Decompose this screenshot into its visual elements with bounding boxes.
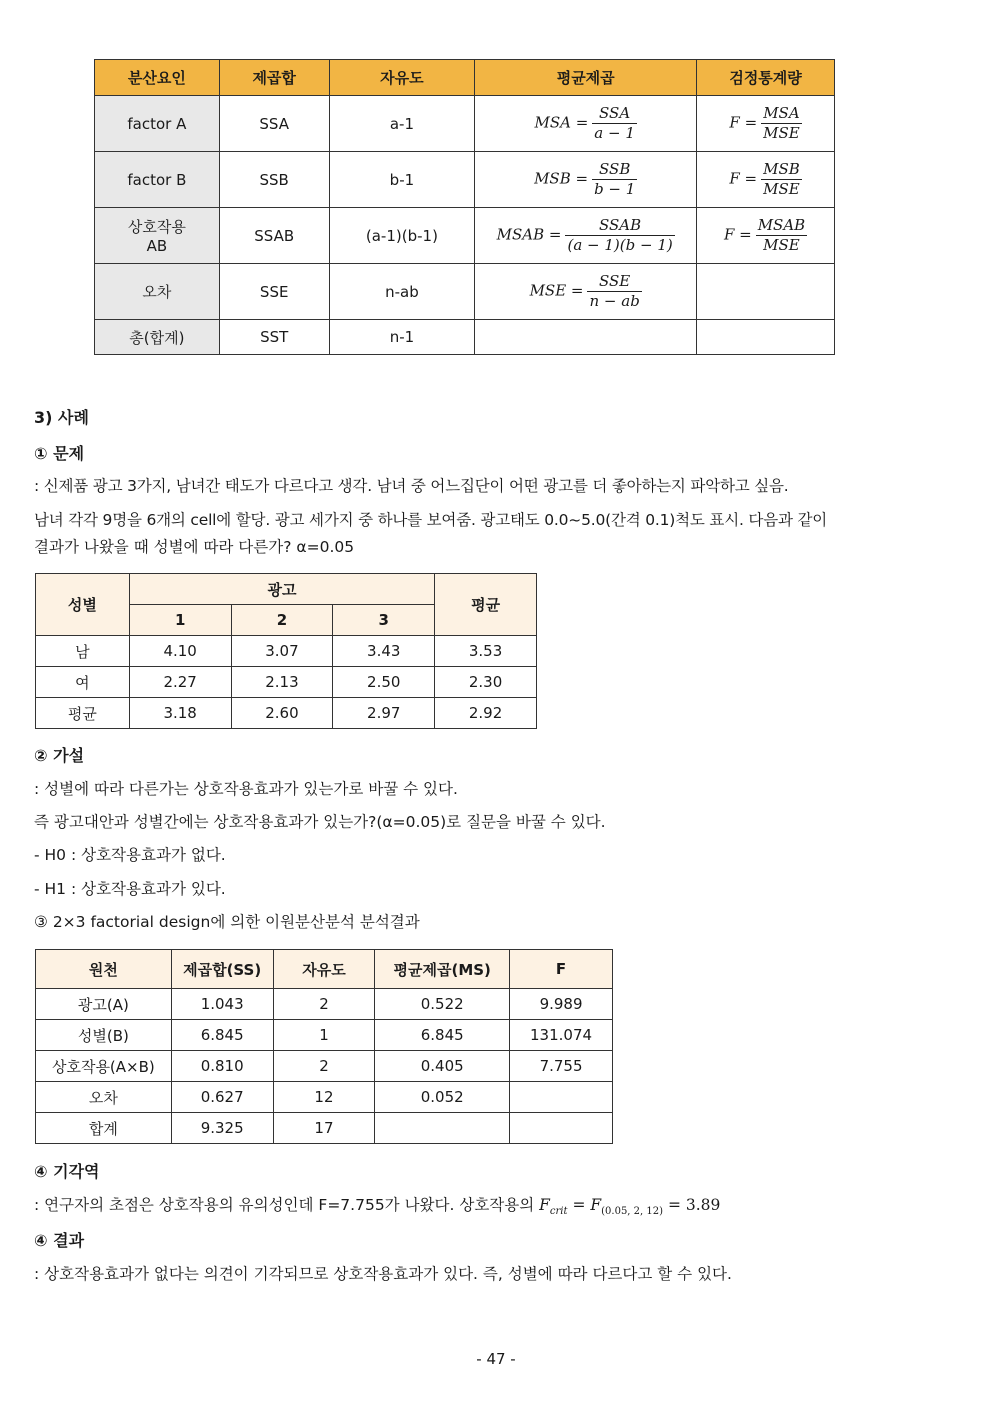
header-ms: 평균제곱(MS) (375, 950, 510, 989)
header-ad: 광고 (129, 574, 434, 605)
cell: 2.50 (333, 667, 435, 698)
table-row (95, 320, 835, 355)
row-label: 평균 (36, 698, 130, 729)
f-formula: F = $\frac{\text{MSAB}}{\text{MSE}}$ (697, 208, 835, 264)
ms-formula: MSAB = $\frac{\text{SSAB}}{(a - 1)(b - 1)}$ (475, 208, 697, 264)
cell: 2.13 (231, 667, 333, 698)
ms-formula: MSB = $\frac{\text{SSB}}{b - 1}$ (475, 152, 697, 208)
cell-empty (697, 320, 835, 355)
cell-df: a-1 (329, 96, 475, 152)
cell: 17 (273, 1113, 375, 1144)
conclusion-heading: ④ 결과 (34, 1231, 85, 1250)
cell: 3.07 (231, 636, 333, 667)
cell: 2 (273, 989, 375, 1020)
header-ad-1: 1 (129, 605, 231, 636)
row-label: 총(합계) (95, 320, 220, 355)
problem-line-2: 남녀 각각 9명을 6개의 cell에 할당. 광고 세가지 중 하나를 보여줌. 광고태도 0.0~5.0(간격 0.1)척도 표시. 다음과 같이 (34, 511, 828, 529)
cell-ss: SSAB (219, 208, 329, 264)
table-row (95, 208, 835, 264)
cell-ss: SSA (219, 96, 329, 152)
cell: 0.627 (171, 1082, 273, 1113)
cell (375, 1113, 510, 1144)
row-label: 오차 (36, 1082, 172, 1113)
cell: 3.18 (129, 698, 231, 729)
cell (510, 1113, 613, 1144)
row-label: factor B (95, 152, 220, 208)
rejection-line: : 연구자의 초점은 상호작용의 유의성인데 F=7.755가 나왔다. 상호작용의 $F_{crit} = F_{(0.05, 2, 12)} = 3.89$ (34, 1196, 721, 1218)
cell: 0.052 (375, 1082, 510, 1113)
cell-df: n-1 (329, 320, 475, 355)
rejection-heading: ④ 기각역 (34, 1162, 100, 1181)
f-formula: F = $\frac{\text{MSB}}{\text{MSE}}$ (697, 152, 835, 208)
table-row (36, 1113, 613, 1144)
hypothesis-line-1: : 성별에 따라 다른가는 상호작용효과가 있는가로 바꿀 수 있다. (34, 780, 458, 798)
f-crit-formula: $F_{crit} = F_{(0.05, 2, 12)} = 3.89$ (539, 1196, 721, 1218)
ms-formula: MSA = $\frac{\text{SSA}}{a - 1}$ (475, 96, 697, 152)
cell: 2.92 (435, 698, 537, 729)
cell: 0.405 (375, 1051, 510, 1082)
cell: 1.043 (171, 989, 273, 1020)
cell: 6.845 (171, 1020, 273, 1051)
row-label: 합계 (36, 1113, 172, 1144)
cell: 7.755 (510, 1051, 613, 1082)
cell: 1 (273, 1020, 375, 1051)
header-source: 분산요인 (95, 60, 220, 96)
cell: 4.10 (129, 636, 231, 667)
header-ms: 평균제곱 (475, 60, 697, 96)
hypothesis-h0: - H0 : 상호작용효과가 없다. (34, 846, 226, 864)
cell: 9.325 (171, 1113, 273, 1144)
header-f: F (510, 950, 613, 989)
section-title: 3) 사례 (34, 408, 89, 427)
header-source: 원천 (36, 950, 172, 989)
anova-formula-table (94, 59, 835, 355)
header-mean: 평균 (435, 574, 537, 636)
row-label: 여 (36, 667, 130, 698)
header-gender: 성별 (36, 574, 130, 636)
page-number: - 47 - (476, 1350, 516, 1368)
row-label: 상호작용(A×B) (36, 1051, 172, 1082)
cell: 131.074 (510, 1020, 613, 1051)
problem-heading: ① 문제 (34, 444, 85, 463)
problem-line-3: 결과가 나왔을 때 성별에 따라 다른가? α=0.05 (34, 538, 355, 556)
row-label: factor A (95, 96, 220, 152)
cell-df: b-1 (329, 152, 475, 208)
cell: 2.27 (129, 667, 231, 698)
cell: 0.522 (375, 989, 510, 1020)
table-row (95, 152, 835, 208)
header-ss: 제곱합 (219, 60, 329, 96)
header-ad-3: 3 (333, 605, 435, 636)
cell-df: n-ab (329, 264, 475, 320)
table-row (36, 1020, 613, 1051)
cell: 2 (273, 1051, 375, 1082)
analysis-heading: ③ 2×3 factorial design에 의한 이원분산분석 분석결과 (34, 913, 420, 931)
cell: 3.43 (333, 636, 435, 667)
cell: 9.989 (510, 989, 613, 1020)
row-label: 성별(B) (36, 1020, 172, 1051)
hypothesis-h1: - H1 : 상호작용효과가 있다. (34, 880, 226, 898)
cell: 2.30 (435, 667, 537, 698)
cell: 12 (273, 1082, 375, 1113)
cell-ss: SSB (219, 152, 329, 208)
table-row (36, 1082, 613, 1113)
ms-formula: MSE = $\frac{\text{SSE}}{n - ab}$ (475, 264, 697, 320)
means-table (35, 573, 537, 729)
row-label: 오차 (95, 264, 220, 320)
cell (510, 1082, 613, 1113)
row-label: 남 (36, 636, 130, 667)
cell: 2.60 (231, 698, 333, 729)
table-row (95, 264, 835, 320)
cell-ss: SSE (219, 264, 329, 320)
cell-empty (697, 264, 835, 320)
header-test-stat: 검정통계량 (697, 60, 835, 96)
table-row (36, 1051, 613, 1082)
cell-df: (a-1)(b-1) (329, 208, 475, 264)
cell: 2.97 (333, 698, 435, 729)
conclusion-line: : 상호작용효과가 없다는 의견이 기각되므로 상호작용효과가 있다. 즉, 성별에 따라 다르다고 할 수 있다. (34, 1265, 732, 1283)
header-df: 자유도 (329, 60, 475, 96)
header-df: 자유도 (273, 950, 375, 989)
cell-ss: SST (219, 320, 329, 355)
cell: 3.53 (435, 636, 537, 667)
table-row (36, 698, 537, 729)
row-label: 광고(A) (36, 989, 172, 1020)
problem-line-1: : 신제품 광고 3가지, 남녀간 태도가 다르다고 생각. 남녀 중 어느집단이 어떤 광고를 더 좋아하는지 파악하고 싶음. (34, 477, 789, 495)
table-row (95, 96, 835, 152)
header-ad-2: 2 (231, 605, 333, 636)
hypothesis-heading: ② 가설 (34, 746, 85, 765)
hypothesis-line-2: 즉 광고대안과 성별간에는 상호작용효과가 있는가?(α=0.05)로 질문을 바꿀 수 있다. (34, 813, 606, 831)
cell-empty (475, 320, 697, 355)
cell: 0.810 (171, 1051, 273, 1082)
table-row (36, 989, 613, 1020)
table-row (36, 636, 537, 667)
anova-result-table (35, 949, 613, 1144)
header-ss: 제곱합(SS) (171, 950, 273, 989)
f-formula: F = $\frac{\text{MSA}}{\text{MSE}}$ (697, 96, 835, 152)
cell: 6.845 (375, 1020, 510, 1051)
table-row (36, 667, 537, 698)
row-label: 상호작용 AB (95, 208, 220, 264)
